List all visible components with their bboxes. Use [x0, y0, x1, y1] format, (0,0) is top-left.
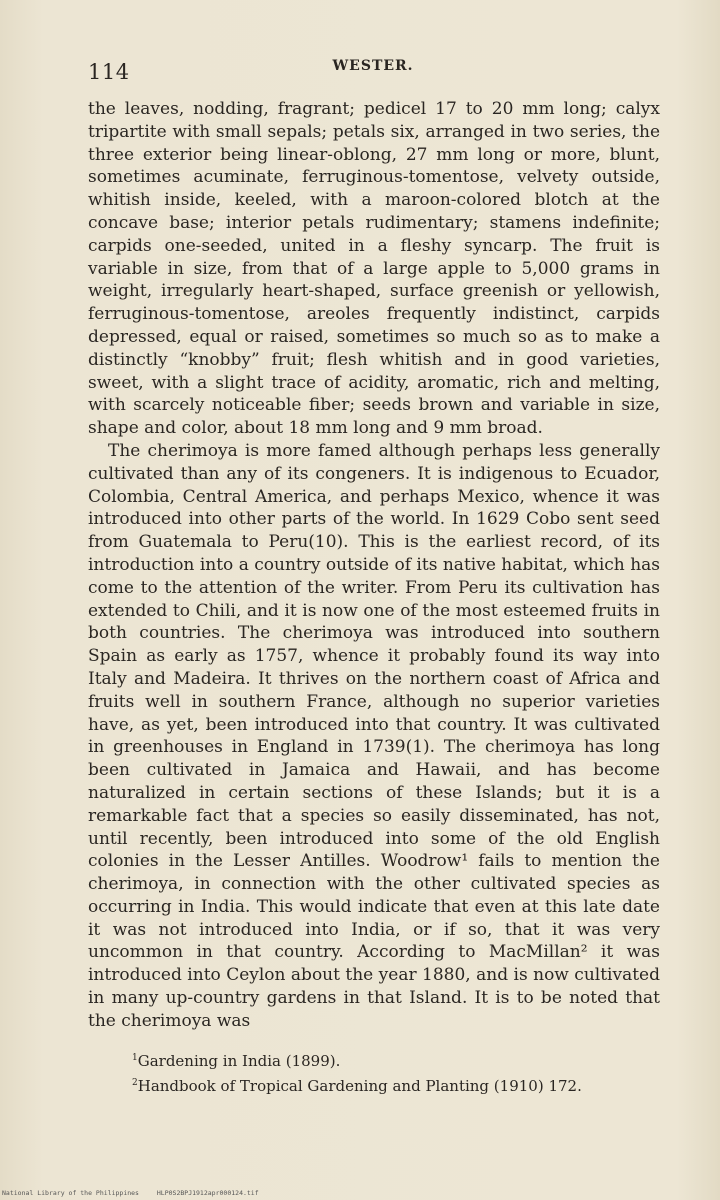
scan-footer	[2, 1189, 273, 1197]
page-number: 114	[88, 60, 130, 84]
footnote-mark: 1	[132, 1053, 138, 1063]
paragraph-botanical-description: the leaves, nodding, fragrant; pedicel 17 to 20 mm long; calyx tripartite with small sepals; petals six, arranged in two series, the three exterior being linear-oblong, 27 mm long or more, blunt, sometimes acuminate, ferruginous-tomentose, velvety outside, whitish inside, keeled, with a maroon-colored blotch at the concave base; interior petals rudimentary; stamens indefinite; carpids one-seeded, united in a fleshy syncarp. The fruit is variable in size, from that of a large apple to 5,000 grams in weight, irregularly heart-shaped, surface greenish or yellowish, ferruginous-tomentose, areoles frequently indistinct, carpids depressed, equal or raised, sometimes so much so as to make a distinctly “knobby” fruit; flesh whitish and in good varieties, sweet, with a slight trace of acidity, aromatic, rich and melting, with scarcely noticeable fiber; seeds brown and variable in size, shape and color, about 18 mm long and 9 mm broad.	[88, 99, 660, 439]
footnote-mark: 2	[132, 1078, 138, 1088]
footnote-text: Handbook of Tropical Gardening and Planting (1910) 172.	[137, 1077, 582, 1095]
footnotes	[132, 1047, 652, 1097]
paragraph-cherimoya-history: The cherimoya is more famed although perhaps less generally cultivated than any of its congeners. It is indigenous to Ecuador, Colombia, Central America, and perhaps Mexico, whence it was introduced into other parts of the world. In 1629 Cobo sent seed from Guatemala to Peru(10). This is the earliest record, of its introduction into a country outside of its native habitat, which has come to the attention of the writer. From Peru its cultivation has extended to Chili, and it is now one of the most esteemed fruits in both countries. The cherimoya was introduced into southern Spain as early as 1757, whence it probably found its way into Italy and Madeira. It thrives on the northern coast of Africa and fruits well in southern France, although no superior varieties have, as yet, been introduced into that country. It was cultivated in greenhouses in England in 1739(1). The cherimoya has long been cultivated in Jamaica and Hawaii, and has become naturalized in certain sections of these Islands; but it is a remarkable fact that a species so easily disseminated, has not, until recently, been introduced into some of the old English colonies in the Lesser Antilles. Woodrow¹ fails to mention the cherimoya, in connection with the other cultivated species as occurring in India. This would indicate that even at this late date it was not introduced into India, or if so, that it was very uncommon in that country. According to MacMillan² it was introduced into Ceylon about the year 1880, and is now cultivated in many up-country gardens in that Island. It is to be noted that the cherimoya was	[88, 440, 660, 1031]
footnote-1	[132, 1047, 652, 1072]
library-name: National Library of the Philippines	[2, 1189, 139, 1197]
scan-file-id: HLP0S2BPJ1912apr000124.tif	[156, 1189, 259, 1197]
running-head: WESTER.	[332, 58, 414, 74]
page-header	[88, 58, 658, 88]
body-text	[88, 98, 660, 1033]
footnote-2	[132, 1072, 652, 1097]
footnote-text: Gardening in India (1899).	[137, 1052, 341, 1070]
